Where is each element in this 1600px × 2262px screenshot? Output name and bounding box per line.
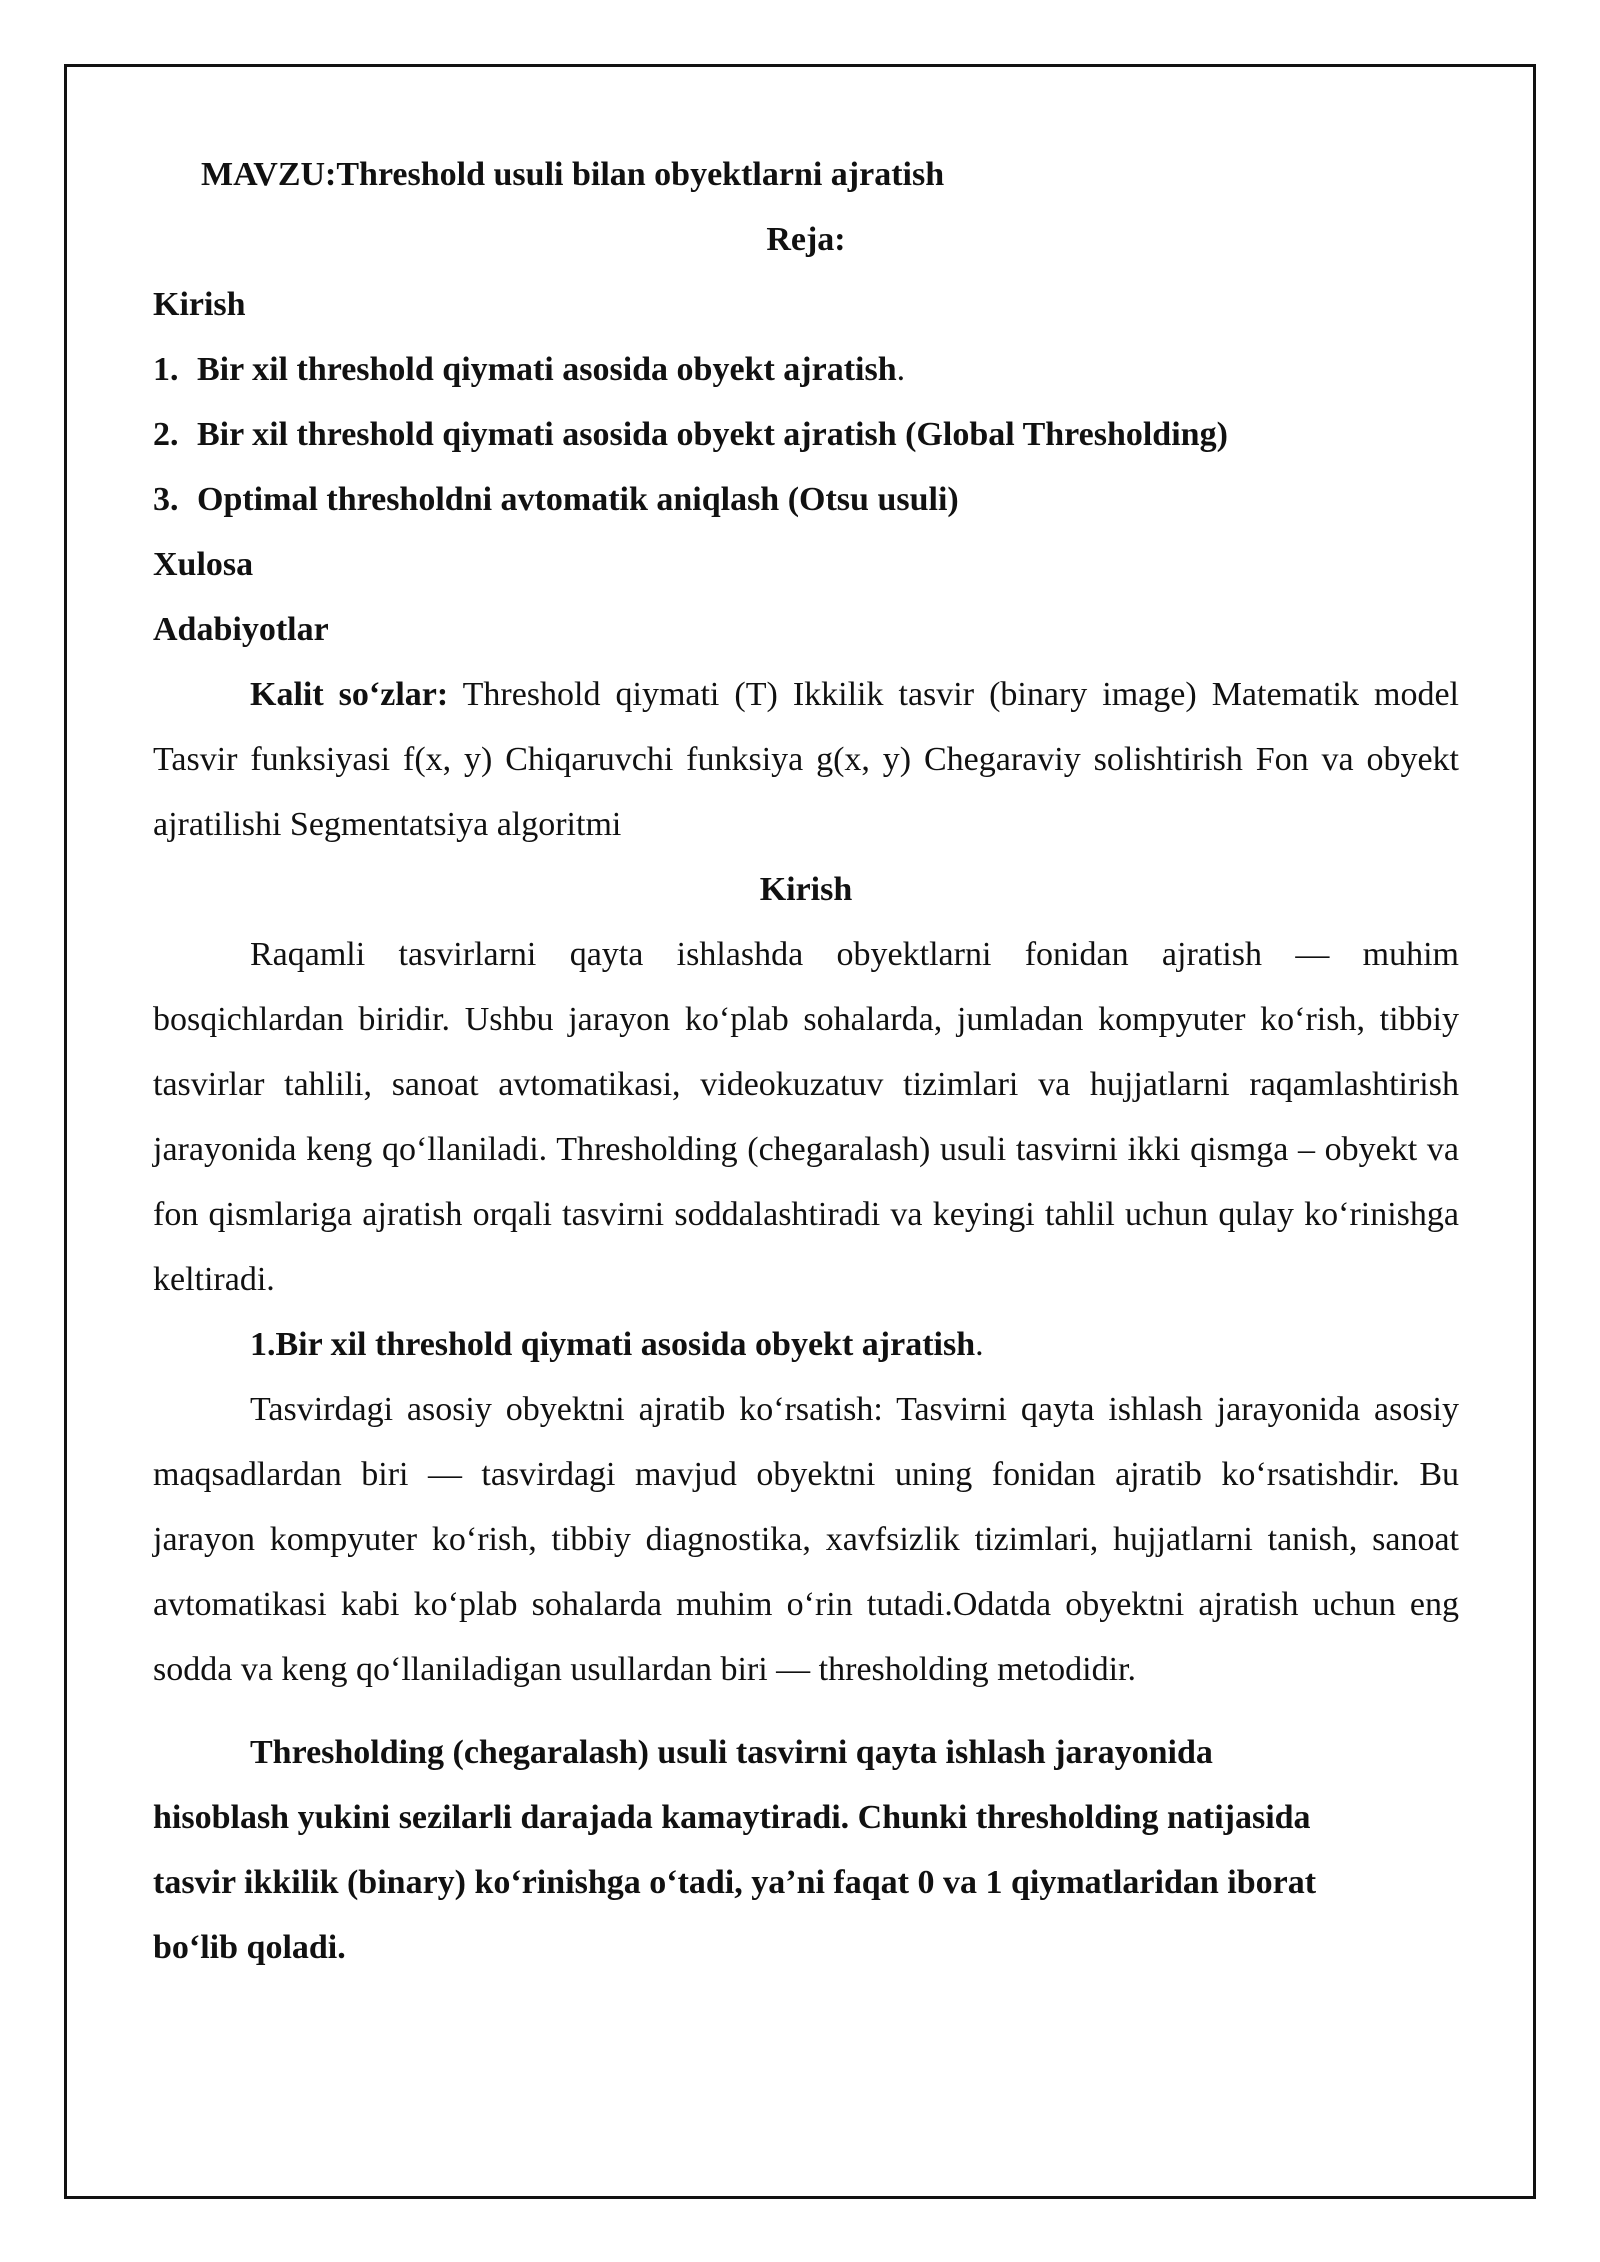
document-body: [153, 142, 1459, 1980]
plan-item-1: [153, 337, 1459, 402]
plan-item-3: [153, 467, 1459, 532]
keywords-paragraph: [153, 662, 1459, 857]
document-title: MAVZU:Threshold usuli bilan obyektlarni ajratish: [201, 156, 945, 193]
plan-item-period: .: [896, 351, 906, 388]
section1-heading-period: .: [975, 1326, 984, 1363]
plan-item-conclusion: Xulosa: [153, 546, 254, 583]
plan-item-number: 2.: [153, 416, 179, 453]
keywords-label: Kalit soʻzlar:: [250, 676, 449, 713]
section1-heading: [153, 1312, 1459, 1377]
plan-item-number: 1.: [153, 351, 179, 388]
plan-item-number: 3.: [153, 481, 179, 518]
plan-item-text: Optimal thresholdni avtomatik aniqlash (Otsu usuli): [197, 481, 959, 518]
intro-heading: Kirish: [759, 871, 853, 908]
bold-line: tasvir ikkilik (binary) koʻrinishga oʻtadi, yaʼni faqat 0 va 1 qiymatlaridan iborat: [153, 1864, 1317, 1901]
plan-item-2: [153, 402, 1459, 467]
keywords-text: Threshold qiymati (T) Ikkilik tasvir (binary image) Matematik model Tasvir funksiyasi f(x, y) Chiqaruvchi funksiya g(x, y) Chegaraviy solishtirish Fon va obyekt ajratilishi Segmentatsiya algoritmi: [153, 676, 1459, 843]
plan-item-references: Adabiyotlar: [153, 611, 329, 648]
plan-item-text: Bir xil threshold qiymati asosida obyekt ajratish: [197, 351, 897, 388]
plan-item-text: Bir xil threshold qiymati asosida obyekt ajratish (Global Thresholding): [197, 416, 1228, 453]
plan-heading: Reja:: [766, 221, 846, 258]
bold-line: hisoblash yukini sezilarli darajada kamaytiradi. Chunki thresholding natijasida: [153, 1799, 1311, 1836]
section1-paragraph: Tasvirdagi asosiy obyektni ajratib koʻrsatish: Tasvirni qayta ishlash jarayonida asosiy maqsadlardan biri — tasvirdagi mavjud obyektni uning fonidan ajratib koʻrsatishdir. Bu jarayon kompyuter koʻrish, tibbiy diagnostika, xavfsizlik tizimlari, hujjatlarni tanish, sanoat avtomatikasi kabi koʻplab sohalarda muhim oʻrin tutadi.Odatda obyektni ajratish uchun eng sodda va keng qoʻllaniladigan usullardan biri — thresholding metodidir.: [153, 1391, 1459, 1688]
bold-line: Thresholding (chegaralash) usuli tasvirni qayta ishlash jarayonida: [250, 1734, 1213, 1771]
plan-item-intro: Kirish: [153, 286, 246, 323]
bold-line: boʻlib qoladi.: [153, 1929, 346, 1966]
intro-paragraph: Raqamli tasvirlarni qayta ishlashda obyektlarni fonidan ajratish — muhim bosqichlardan biridir. Ushbu jarayon koʻplab sohalarda, jumladan kompyuter koʻrish, tibbiy tasvirlar tahlili, sanoat avtomatikasi, videokuzatuv tizimlari va hujjatlarni raqamlashtirish jarayonida keng qoʻllaniladi. Thresholding (chegaralash) usuli tasvirni ikki qismga – obyekt va fon qismlariga ajratish orqali tasvirni soddalashtiradi va keyingi tahlil uchun qulay koʻrinishga keltiradi.: [153, 936, 1459, 1298]
section1-bold-paragraph: [153, 1720, 1459, 1980]
section1-heading-text: 1.Bir xil threshold qiymati asosida obyekt ajratish: [250, 1326, 976, 1363]
